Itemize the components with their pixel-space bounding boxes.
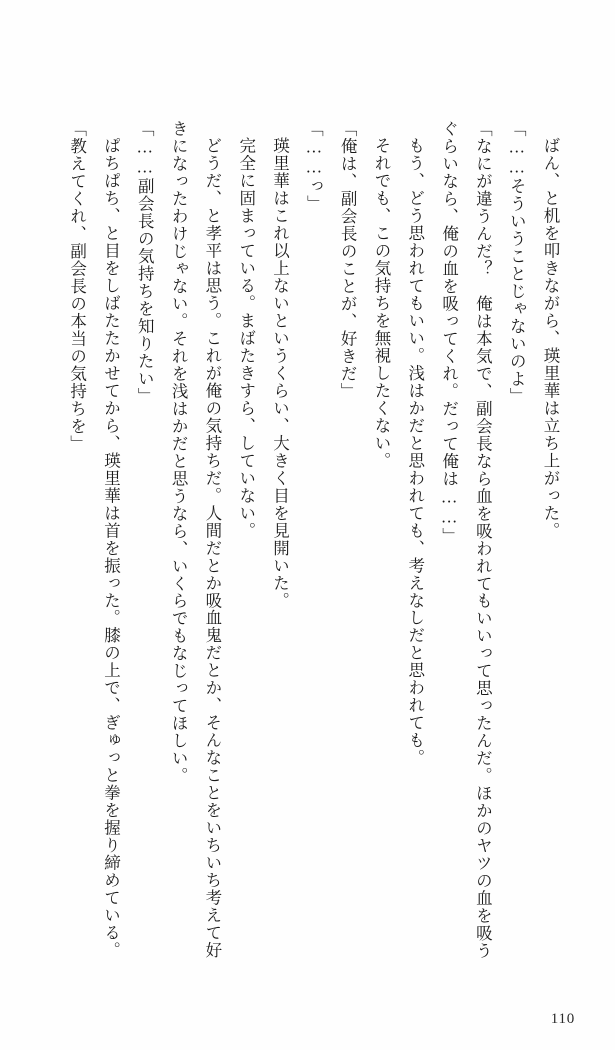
paragraph: もう、どう思われてもいい。浅はかだと思われても、考えなしだと思われても。 [405, 136, 425, 767]
paragraph: ばん、と机を叩きながら、瑛里華は立ち上がった。 [541, 136, 560, 539]
paragraph: 「……そういうことじゃないのよ」 [507, 120, 527, 405]
paragraph: それでも、この気持ちを無視したくない。 [371, 136, 391, 469]
page-number: 110 [550, 1011, 575, 1027]
paragraph: 「なにが違うんだ？ 俺は本気で、副会長なら血を吸われてもいいって思ったんだ。ほかのヤツの血を吸うぐらいなら、俺の血を吸ってくれ。だって俺は……」 [439, 120, 493, 960]
paragraph: 「……っ」 [304, 120, 324, 213]
paragraph: ぱちぱち、と目をしばたたかせてから、瑛里華は首を振った。膝の上で、ぎゅっと拳を握り締めている。 [101, 136, 121, 959]
paragraph: 「教えてくれ、副会長の本当の気持ちを」 [67, 120, 87, 453]
paragraph: どうだ、と孝平は思う。これが俺の気持ちだ。人間だとか吸血鬼だとか、そんなことをいちいち考えて好きになったわけじゃない。それを浅はかだと思うなら、いくらでもなじってほしい。 [169, 120, 222, 959]
page-text-body [56, 120, 567, 960]
paragraph: 「俺は、副会長のことが、好きだ」 [338, 120, 358, 400]
paragraph: 瑛里華はこれ以上ないというくらい、大きく目を見開いた。 [270, 136, 290, 609]
paragraph: 「……副会長の気持ちを知りたい」 [135, 120, 155, 405]
paragraph: 完全に固まっている。まばたきすら、していない。 [236, 136, 256, 539]
